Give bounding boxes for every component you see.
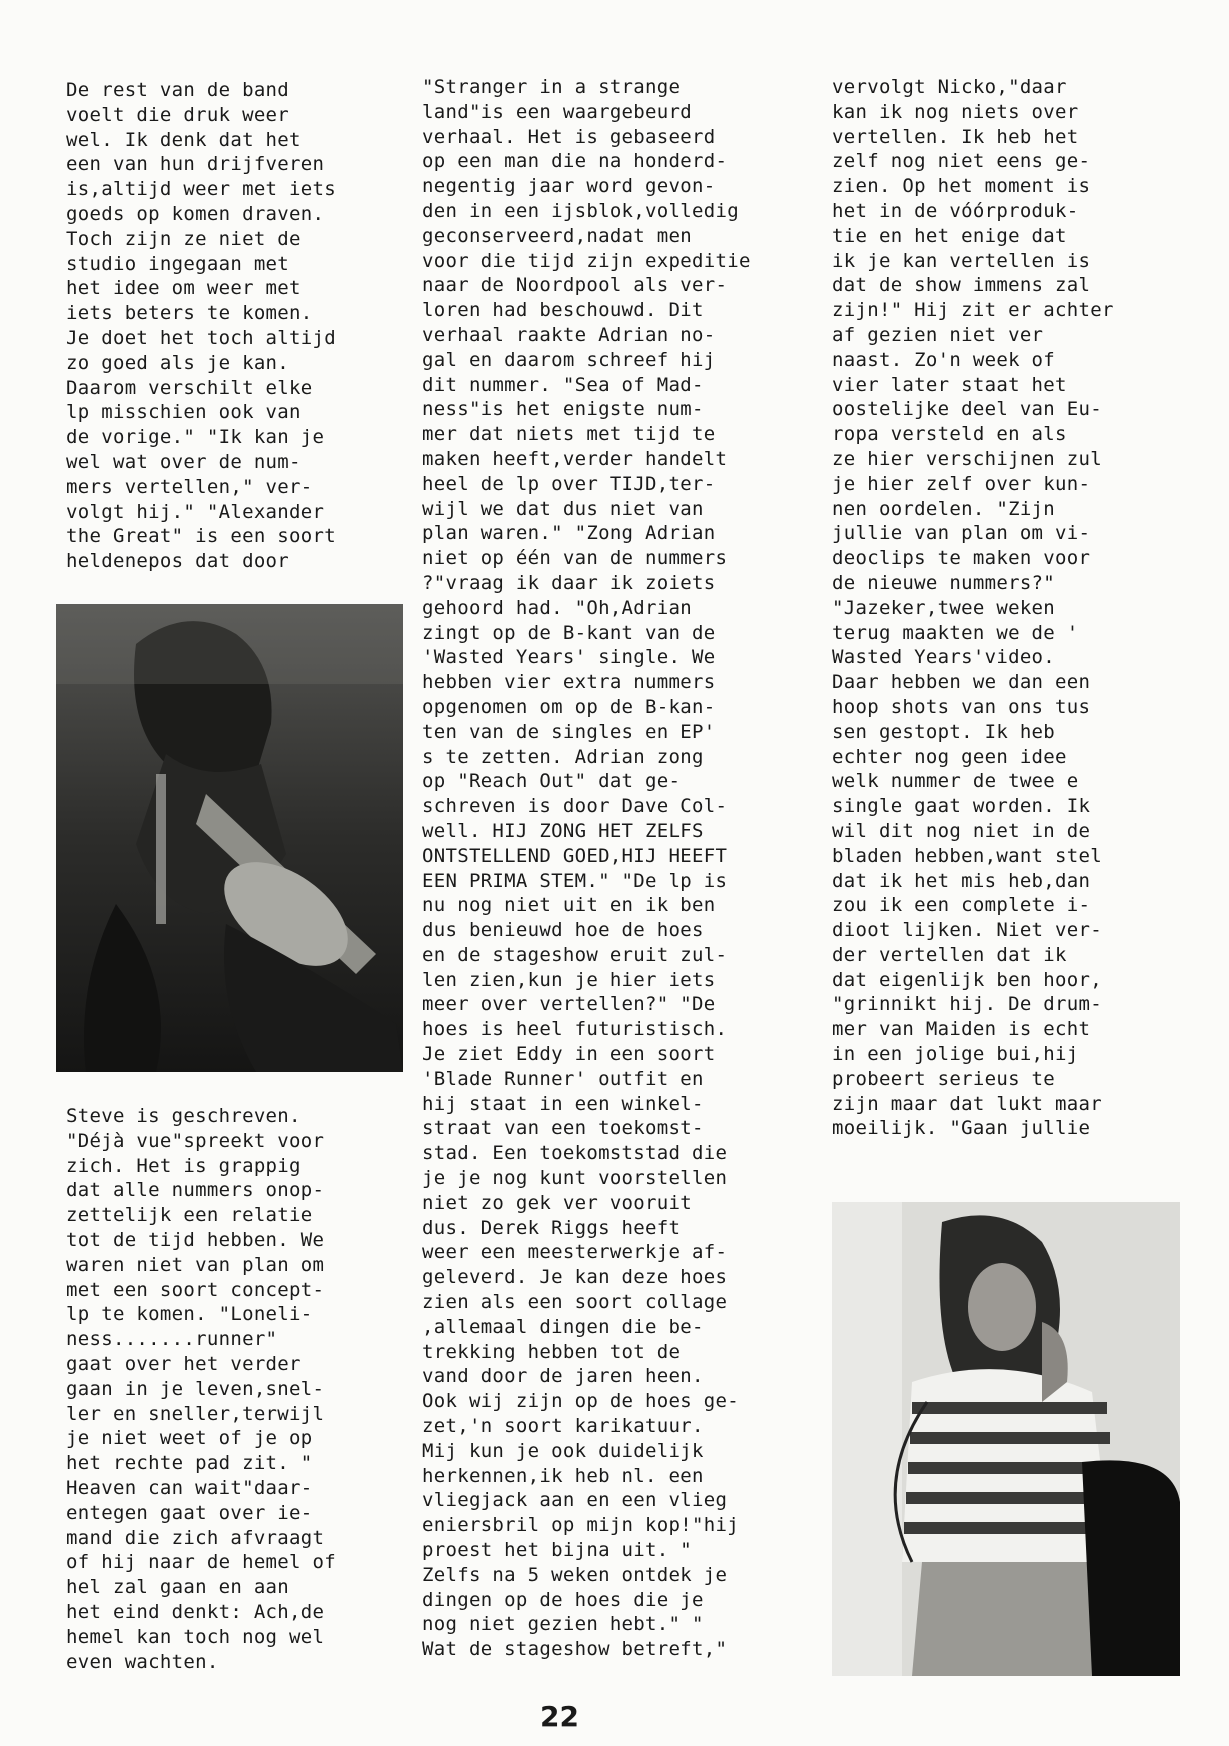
text-line: wel wat over de num- — [66, 450, 301, 473]
text-line: dioot lijken. Niet ver- — [832, 919, 1102, 942]
guitarist-photo — [56, 604, 403, 1072]
text-line: moeilijk. "Gaan jullie — [832, 1117, 1091, 1140]
column-2-text — [422, 75, 751, 1662]
text-line: de vorige." "Ik kan je — [66, 426, 325, 449]
column-1-top-text — [66, 78, 336, 574]
text-line: opgenomen om op de B-kan- — [422, 695, 716, 718]
text-line: dus. Derek Riggs heeft — [422, 1216, 681, 1239]
text-line: wijl we dat dus niet van — [422, 497, 704, 520]
text-line: naast. Zo'n week of — [832, 348, 1056, 371]
text-line: zet,'n soort karikatuur. — [422, 1415, 704, 1438]
text-line: straat van een toekomst- — [422, 1117, 704, 1140]
text-line: probeert serieus te — [832, 1067, 1056, 1090]
text-line: zien. Op het moment is — [832, 175, 1091, 198]
text-line: met een soort concept- — [66, 1278, 325, 1301]
text-line: vier later staat het — [832, 373, 1067, 396]
text-line: mer van Maiden is echt — [832, 1018, 1091, 1041]
text-line: dat de show immens zal — [832, 274, 1091, 297]
text-line: negentig jaar word gevon- — [422, 175, 716, 198]
text-line: De rest van de band — [66, 79, 290, 101]
text-line: geleverd. Je kan deze hoes — [422, 1266, 728, 1289]
text-line: hoop shots van ons tus — [832, 695, 1091, 718]
text-line: op een man die na honderd- — [422, 150, 728, 173]
text-line: ze hier verschijnen zul — [832, 447, 1102, 470]
text-line: trekking hebben tot de — [422, 1340, 681, 1363]
text-line: heel de lp over TIJD,ter- — [422, 472, 716, 495]
text-line: Mij kun je ook duidelijk — [422, 1439, 704, 1462]
text-line: Daar hebben we dan een — [832, 671, 1091, 694]
text-line: en de stageshow eruit zul- — [422, 943, 728, 966]
text-line: iets beters te komen. — [66, 302, 313, 325]
text-line: ness"is het enigste num- — [422, 398, 704, 421]
text-line: tie en het enige dat — [832, 224, 1067, 247]
text-line: vliegjack aan en een vlieg — [422, 1489, 728, 1512]
text-line: deoclips te maken voor — [832, 547, 1091, 570]
text-line: terug maakten we de ' — [832, 621, 1079, 644]
text-line: der vertellen dat ik — [832, 943, 1067, 966]
text-line: echter nog geen idee — [832, 745, 1067, 768]
text-line: de nieuwe nummers?" — [832, 571, 1056, 594]
text-line: the Great" is een soort — [66, 525, 336, 548]
text-line: schreven is door Dave Col- — [422, 795, 728, 818]
text-line: gehoord had. "Oh,Adrian — [422, 596, 692, 619]
text-line: proest het bijna uit. " — [422, 1539, 692, 1562]
text-line: maken heeft,verder handelt — [422, 447, 728, 470]
text-line: ik je kan vertellen is — [832, 249, 1091, 272]
text-line: vervolgt Nicko,"daar — [832, 76, 1067, 98]
text-line: studio ingegaan met — [66, 252, 290, 275]
text-line: gaat over het verder — [66, 1352, 301, 1375]
text-line: Je ziet Eddy in een soort — [422, 1043, 716, 1066]
page-number: 22 — [540, 1700, 579, 1733]
text-line: tot de tijd hebben. We — [66, 1228, 325, 1251]
text-line: voor die tijd zijn expeditie — [422, 249, 751, 272]
text-line: is,altijd weer met iets — [66, 178, 336, 201]
text-line: welk nummer de twee e — [832, 770, 1079, 793]
text-line: entegen gaat over ie- — [66, 1501, 313, 1524]
text-line: "Stranger in a strange — [422, 76, 681, 98]
text-line: Je doet het toch altijd — [66, 326, 336, 349]
text-line: dus benieuwd hoe de hoes — [422, 919, 704, 942]
text-line: gaan in je leven,snel- — [66, 1377, 325, 1400]
text-line: meer over vertellen?" "De — [422, 993, 716, 1016]
text-line: herkennen,ik heb nl. een — [422, 1464, 704, 1487]
text-line: vertellen. Ik heb het — [832, 125, 1079, 148]
text-line: eniersbril op mijn kop!"hij — [422, 1514, 739, 1537]
text-line: dat eigenlijk ben hoor, — [832, 968, 1102, 991]
text-line: lp misschien ook van — [66, 401, 301, 424]
text-line: goeds op komen draven. — [66, 202, 325, 225]
text-line: mer dat niets met tijd te — [422, 423, 716, 446]
text-line: hij staat in een winkel- — [422, 1092, 704, 1115]
text-line: zien als een soort collage — [422, 1291, 728, 1314]
text-line: 'Blade Runner' outfit en — [422, 1067, 704, 1090]
drummer-on-phone-photo — [832, 1202, 1180, 1676]
text-line: zou ik een complete i- — [832, 894, 1091, 917]
text-line: even wachten. — [66, 1650, 219, 1673]
text-line: in een jolige bui,hij — [832, 1043, 1079, 1066]
text-line: zelf nog niet eens ge- — [832, 150, 1091, 173]
text-line: hel zal gaan en aan — [66, 1576, 290, 1599]
text-line: zich. Het is grappig — [66, 1154, 301, 1177]
text-line: op "Reach Out" dat ge- — [422, 770, 681, 793]
text-line: Wat de stageshow betreft," — [422, 1638, 728, 1661]
text-line: het eind denkt: Ach,de — [66, 1600, 325, 1623]
text-line: zijn!" Hij zit er achter — [832, 299, 1114, 322]
text-line: s te zetten. Adrian zong — [422, 745, 704, 768]
text-line: Steve is geschreven. — [66, 1105, 301, 1127]
text-line: niet zo gek ver vooruit — [422, 1191, 692, 1214]
text-line: single gaat worden. Ik — [832, 795, 1091, 818]
text-line: ropa versteld en als — [832, 423, 1067, 446]
text-line: hoes is heel futuristisch. — [422, 1018, 728, 1041]
text-line: naar de Noordpool als ver- — [422, 274, 728, 297]
text-line: dat ik het mis heb,dan — [832, 869, 1091, 892]
text-line: land"is een waargebeurd — [422, 100, 692, 123]
text-line: stad. Een toekomststad die — [422, 1142, 728, 1165]
text-line: "Déjà vue"spreekt voor — [66, 1129, 325, 1152]
text-line: wel. Ik denk dat het — [66, 128, 301, 151]
text-line: hebben vier extra nummers — [422, 671, 716, 694]
text-line: geconserveerd,nadat men — [422, 224, 692, 247]
text-line: 'Wasted Years' single. We — [422, 646, 716, 669]
text-line: jullie van plan om vi- — [832, 522, 1091, 545]
text-line: waren niet van plan om — [66, 1253, 325, 1276]
text-line: ness.......runner" — [66, 1328, 278, 1351]
text-line: Toch zijn ze niet de — [66, 227, 301, 250]
text-line: Zelfs na 5 weken ontdek je — [422, 1563, 728, 1586]
text-line: mers vertellen," ver- — [66, 475, 313, 498]
text-line: vand door de jaren heen. — [422, 1365, 704, 1388]
text-line: je hier zelf over kun- — [832, 472, 1091, 495]
text-line: ONTSTELLEND GOED,HIJ HEEFT — [422, 844, 728, 867]
text-line: bladen hebben,want stel — [832, 844, 1102, 867]
text-line: ,allemaal dingen die be- — [422, 1315, 704, 1338]
text-line: ler en sneller,terwijl — [66, 1402, 325, 1425]
text-line: zettelijk een relatie — [66, 1204, 313, 1227]
text-line: ?"vraag ik daar ik zoiets — [422, 571, 716, 594]
text-line: zingt op de B-kant van de — [422, 621, 716, 644]
text-line: het rechte pad zit. " — [66, 1452, 313, 1475]
text-line: voelt die druk weer — [66, 103, 290, 126]
text-line: niet op één van de nummers — [422, 547, 728, 570]
text-line: je je nog kunt voorstellen — [422, 1167, 728, 1190]
text-line: wil dit nog niet in de — [832, 819, 1091, 842]
text-line: hemel kan toch nog wel — [66, 1625, 325, 1648]
text-line: Heaven can wait"daar- — [66, 1476, 313, 1499]
text-line: den in een ijsblok,volledig — [422, 199, 739, 222]
text-line: dingen op de hoes die je — [422, 1588, 704, 1611]
text-line: Wasted Years'video. — [832, 646, 1056, 669]
text-line: len zien,kun je hier iets — [422, 968, 716, 991]
text-line: af gezien niet ver — [832, 323, 1044, 346]
text-line: heldenepos dat door — [66, 550, 290, 573]
text-line: nen oordelen. "Zijn — [832, 497, 1056, 520]
text-line: je niet weet of je op — [66, 1427, 313, 1450]
text-line: loren had beschouwd. Dit — [422, 299, 704, 322]
text-line: nog niet gezien hebt." " — [422, 1613, 704, 1636]
text-line: "grinnikt hij. De drum- — [832, 993, 1102, 1016]
column-3-text — [832, 75, 1114, 1141]
text-line: EEN PRIMA STEM." "De lp is — [422, 869, 728, 892]
text-line: gal en daarom schreef hij — [422, 348, 716, 371]
text-line: volgt hij." "Alexander — [66, 500, 325, 523]
text-line: verhaal raakte Adrian no- — [422, 323, 716, 346]
text-line: verhaal. Het is gebaseerd — [422, 125, 716, 148]
text-line: ten van de singles en EP' — [422, 720, 716, 743]
text-line: dat alle nummers onop- — [66, 1179, 325, 1202]
text-line: plan waren." "Zong Adrian — [422, 522, 716, 545]
text-line: kan ik nog niets over — [832, 100, 1079, 123]
column-1-bottom-text — [66, 1104, 336, 1674]
text-line: of hij naar de hemel of — [66, 1551, 336, 1574]
text-line: zo goed als je kan. — [66, 351, 290, 374]
text-line: weer een meesterwerkje af- — [422, 1241, 728, 1264]
text-line: "Jazeker,twee weken — [832, 596, 1056, 619]
text-line: well. HIJ ZONG HET ZELFS — [422, 819, 704, 842]
text-line: nu nog niet uit en ik ben — [422, 894, 716, 917]
text-line: mand die zich afvraagt — [66, 1526, 325, 1549]
text-line: Ook wij zijn op de hoes ge- — [422, 1390, 739, 1413]
text-line: oostelijke deel van Eu- — [832, 398, 1102, 421]
text-line: sen gestopt. Ik heb — [832, 720, 1056, 743]
text-line: een van hun drijfveren — [66, 153, 325, 176]
text-line: zijn maar dat lukt maar — [832, 1092, 1102, 1115]
text-line: lp te komen. "Loneli- — [66, 1303, 313, 1326]
text-line: het in de vóórproduk- — [832, 199, 1079, 222]
text-line: het idee om weer met — [66, 277, 301, 300]
text-line: dit nummer. "Sea of Mad- — [422, 373, 704, 396]
text-line: Daarom verschilt elke — [66, 376, 313, 399]
